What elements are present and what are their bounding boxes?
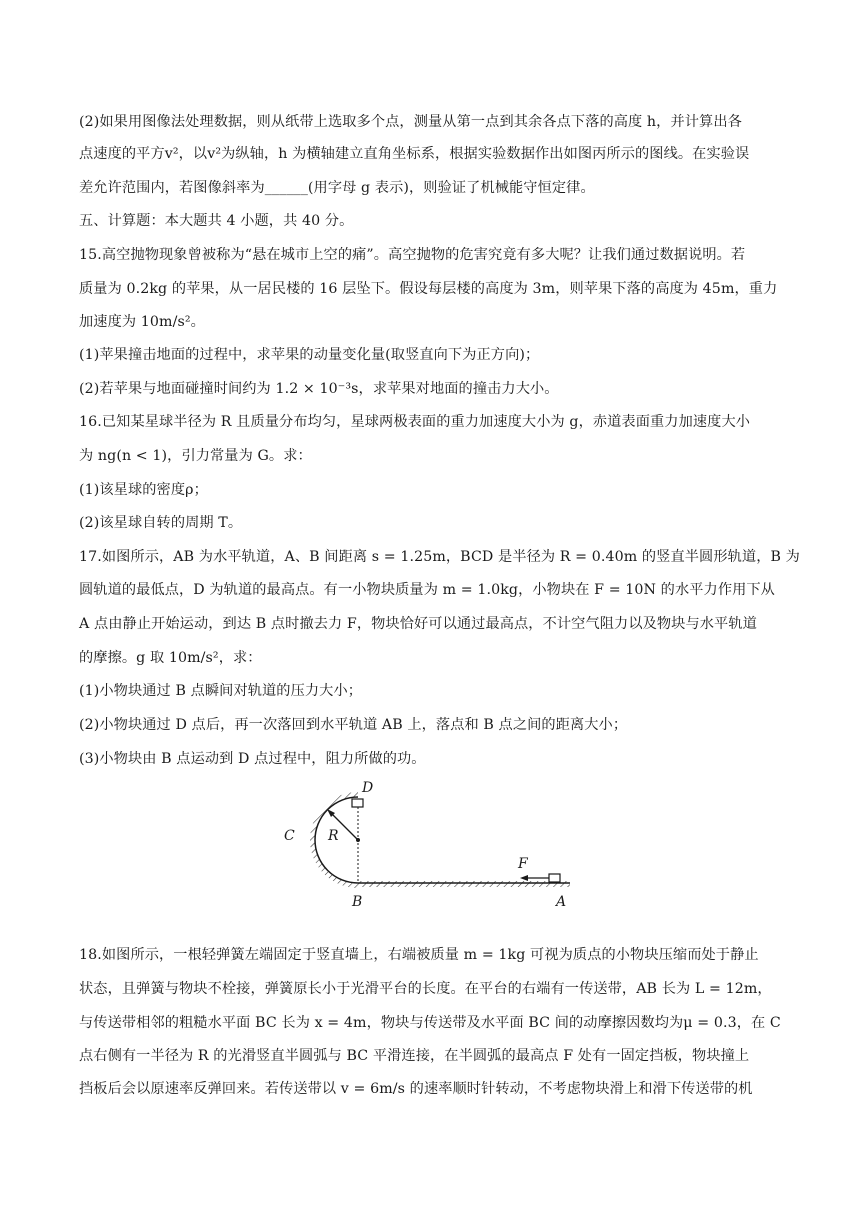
ground-hatch bbox=[358, 881, 570, 887]
text-line: 的摩擦。g 取 10m/s²，求： bbox=[79, 650, 262, 666]
label-d: D bbox=[362, 780, 374, 796]
text-line: 挡板后会以原速率反弹回来。若传送带以 v = 6m/s 的速率顺时针转动，不考虑物块滑上和滑下传送带的机 bbox=[79, 1081, 753, 1097]
label-f: F bbox=[518, 856, 528, 872]
text-line: 与传送带相邻的粗糙水平面 BC 长为 x = 4m，物块与传送带及水平面 BC 间的动摩擦因数均为μ = 0.3，在 C bbox=[79, 1015, 781, 1031]
text-line: 质量为 0.2kg 的苹果，从一居民楼的 16 层坠下。假设每层楼的高度为 3m，则苹果下落的高度为 45m，重力 bbox=[79, 281, 778, 297]
label-c: C bbox=[284, 828, 295, 844]
text-line: 点速度的平方v²，以v²为纵轴，h 为横轴建立直角坐标系，根据实验数据作出如图丙所示的图线。在实验误 bbox=[79, 146, 750, 162]
section-heading: 五、计算题：本大题共 4 小题，共 40 分。 bbox=[79, 213, 354, 229]
force-arrowhead bbox=[520, 875, 528, 881]
label-r: R bbox=[328, 828, 339, 844]
sub-question: (2)小物块通过 D 点后，再一次落回到水平轨道 AB 上，落点和 B 点之间的距离大小； bbox=[79, 717, 628, 733]
text-line: 点右侧有一半径为 R 的光滑竖直半圆弧与 BC 平滑连接，在半圆弧的最高点 F 处有一固定挡板，物块撞上 bbox=[79, 1048, 750, 1064]
sub-question: (1)苹果撞击地面的过程中，求苹果的动量变化量(取竖直向下为正方向)； bbox=[79, 347, 540, 363]
text-line: (2)如果用图像法处理数据，则从纸带上选取多个点，测量从第一点到其余各点下落的高度 h，并计算出各 bbox=[79, 114, 742, 130]
block-at-d bbox=[352, 799, 363, 807]
text-line: 为 ng(n < 1)，引力常量为 G。求： bbox=[79, 448, 312, 464]
text-line: 状态，且弹簧与物块不栓接，弹簧原长小于光滑平台的长度。在平台的右端有一传送带，AB 长为 L = 12m， bbox=[79, 981, 772, 997]
text-line: 差允许范围内，若图像斜率为______(用字母 g 表示)，则验证了机械能守恒定律。 bbox=[79, 180, 595, 196]
label-a: A bbox=[556, 894, 567, 910]
question-17-text: 17.如图所示，AB 为水平轨道，A、B 间距离 s = 1.25m，BCD 是半径为 R = 0.40m 的竖直半圆形轨道，B 为 bbox=[79, 549, 800, 565]
text-line: A 点由静止开始运动，到达 B 点时撤去力 F，物块恰好可以通过最高点，不计空气阻力以及物块与水平轨道 bbox=[79, 616, 757, 632]
sub-question: (1)该星球的密度ρ； bbox=[79, 482, 208, 498]
track-diagram bbox=[272, 772, 582, 912]
question-15-text: 15.高空抛物现象曾被称为“悬在城市上空的痛”。高空抛物的危害究竟有多大呢？让我们通过数据说明。若 bbox=[79, 247, 746, 263]
block-at-a bbox=[549, 874, 560, 882]
question-16-text: 16.已知某星球半径为 R 且质量分布均匀，星球两极表面的重力加速度大小为 g，赤道表面重力加速度大小 bbox=[79, 414, 751, 430]
sub-question: (2)该星球自转的周期 T。 bbox=[79, 515, 243, 531]
label-b: B bbox=[352, 894, 363, 910]
sub-question: (3)小物块由 B 点运动到 D 点过程中，阻力所做的功。 bbox=[79, 751, 426, 767]
text-line: 加速度为 10m/s²。 bbox=[79, 314, 205, 330]
question-18-text: 18.如图所示，一根轻弹簧左端固定于竖直墙上，右端被质量 m = 1kg 可视为质点的小物块压缩而处于静止 bbox=[79, 947, 759, 963]
sub-question: (1)小物块通过 B 点瞬间对轨道的压力大小； bbox=[79, 683, 363, 699]
text-line: 圆轨道的最低点，D 为轨道的最高点。有一小物块质量为 m = 1.0kg，小物块在 F = 10N 的水平力作用下从 bbox=[79, 582, 775, 598]
sub-question: (2)若苹果与地面碰撞时间约为 1.2 × 10⁻³s，求苹果对地面的撞击力大小。 bbox=[79, 381, 559, 397]
